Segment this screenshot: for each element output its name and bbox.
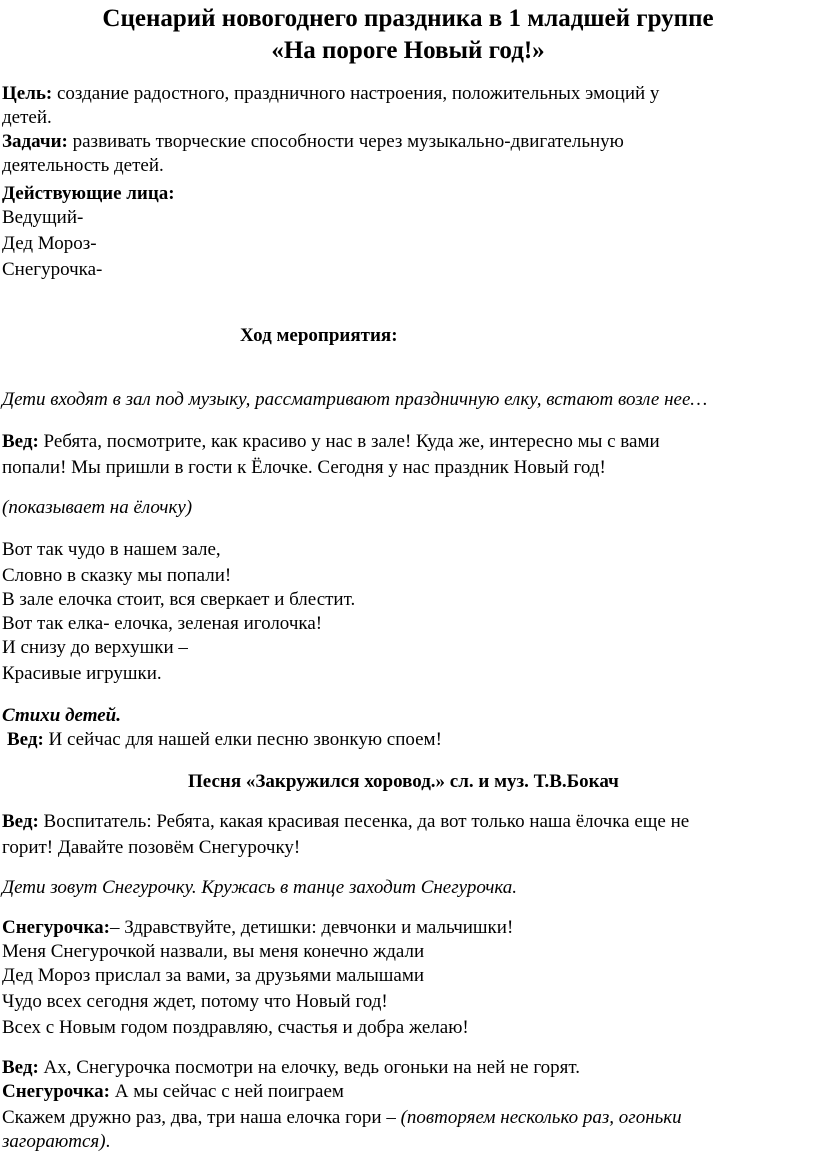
character-item: Снегурочка- (2, 259, 103, 280)
title-line-2: «На пороге Новый год!» (271, 37, 545, 64)
host-line-1 (2, 810, 689, 834)
final-text: Скажем дружно раз, два, три наша елочка гори – (2, 1107, 401, 1128)
tasks-label: Задачи: (2, 131, 68, 152)
snegurochka-text: – Здравствуйте, детишки: девчонки и мальчишки! (110, 917, 514, 938)
snegurochka-line: Дед Мороз прислал за вами, за друзьями малышами (2, 965, 425, 986)
host-label: Вед: (2, 431, 39, 452)
host-label: Вед: (2, 811, 39, 832)
song-heading: Песня «Закружился хоровод.» сл. и муз. Т.В.Бокач (188, 771, 619, 792)
kids-poems-heading: Стихи детей. (2, 705, 121, 726)
host-line (2, 1056, 580, 1080)
tasks-line-1 (2, 130, 624, 154)
goal-label: Цель: (2, 83, 53, 104)
host-line-2: горит! Давайте позовём Снегурочку! (2, 837, 301, 858)
snegurochka-line: Всех с Новым годом поздравляю, счастья и добра желаю! (2, 1017, 469, 1038)
poem-line: Вот так елка- елочка, зеленая иголочка! (2, 613, 323, 634)
snegurochka-label: Снегурочка: (2, 1081, 111, 1102)
host-text: Ребята, посмотрите, как красиво у нас в зале! Куда же, интересно мы с вами (38, 431, 660, 452)
stage-direction-points: (показывает на ёлочку) (2, 497, 193, 518)
section-heading: Ход мероприятия: (240, 325, 398, 346)
tasks-text-1: развивать творческие способности через музыкально-двигательную (67, 131, 624, 152)
goal-line-2: детей. (2, 107, 52, 128)
snegurochka-label: Снегурочка: (2, 917, 111, 938)
poem-line: В зале елочка стоит, вся сверкает и блестит. (2, 589, 356, 610)
snegurochka-line: Чудо всех сегодня ждет, потому что Новый год! (2, 991, 388, 1012)
snegurochka-line: Меня Снегурочкой назвали, вы меня конечно ждали (2, 941, 425, 962)
host-label: Вед: (2, 1057, 39, 1078)
goal-text-1: создание радостного, праздничного настроения, положительных эмоций у (52, 83, 660, 104)
title-line-1: Сценарий новогоднего праздника в 1 младшей группе (102, 5, 714, 32)
final-line-1 (2, 1106, 682, 1130)
tasks-line-2: деятельность детей. (2, 155, 164, 176)
host-line-2: попали! Мы пришли в гости к Ёлочке. Сегодня у нас праздник Новый год! (2, 457, 606, 478)
goal-line-1 (2, 82, 659, 106)
final-end: . (105, 1131, 111, 1152)
host-text: И сейчас для нашей елки песню звонкую споем! (43, 729, 442, 750)
poem-line: Красивые игрушки. (2, 663, 162, 684)
character-item: Ведущий- (2, 207, 84, 228)
final-line-2 (2, 1130, 110, 1154)
stage-direction-snow: Дети зовут Снегурочку. Кружась в танце заходит Снегурочка. (2, 877, 518, 898)
snegurochka-line-1 (2, 916, 513, 940)
host-text: Ах, Снегурочка посмотри на елочку, ведь огоньки на ней не горят. (38, 1057, 581, 1078)
snegurochka-line (2, 1080, 344, 1104)
poem-line: И снизу до верхушки – (2, 637, 188, 658)
final-italic: загораются) (2, 1131, 106, 1152)
host-line (7, 728, 442, 752)
character-item: Дед Мороз- (2, 233, 97, 254)
snegurochka-text: А мы сейчас с ней поиграем (110, 1081, 344, 1102)
final-italic: (повторяем несколько раз, огоньки (400, 1107, 682, 1128)
host-text: Воспитатель: Ребята, какая красивая песенка, да вот только наша ёлочка еще не (38, 811, 690, 832)
stage-direction-entry: Дети входят в зал под музыку, рассматривают праздничную елку, встают возле нее… (2, 389, 708, 410)
characters-label: Действующие лица: (2, 183, 175, 204)
poem-line: Словно в сказку мы попали! (2, 565, 232, 586)
poem-line: Вот так чудо в нашем зале, (2, 539, 221, 560)
host-line-1 (2, 430, 660, 454)
host-label: Вед: (7, 729, 44, 750)
